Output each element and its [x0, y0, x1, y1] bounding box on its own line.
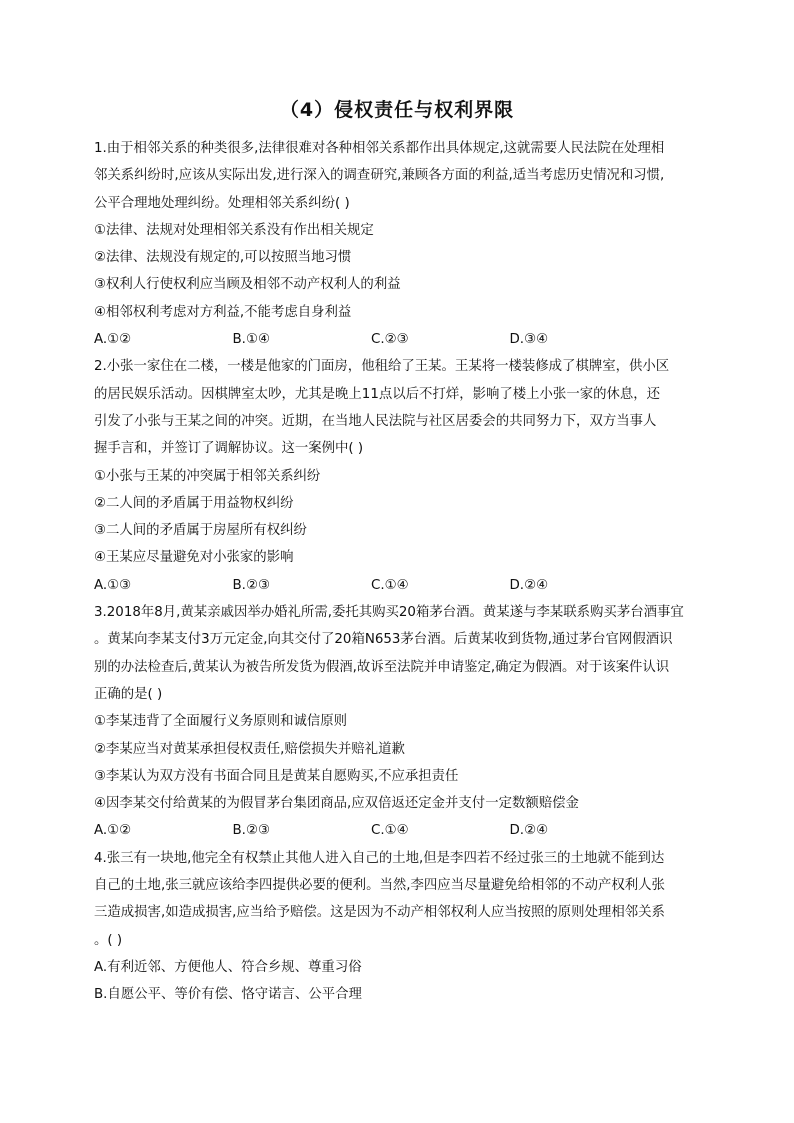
question-1-stem-line: 1.由于相邻关系的种类很多,法律很难对各种相邻关系都作出具体规定,这就需要人民法院在处理相 [94, 141, 665, 156]
option-b: B.②③ [232, 823, 270, 839]
question-3-stem-line: 3.2018年8月,黄某亲戚因举办婚礼所需,委托其购买20箱茅台酒。黄某遂与李某联系购买茅台酒事宜 [94, 605, 684, 621]
option-a: A.①② [94, 823, 132, 839]
question-2-stem-line: 引发了小张与王某之间的冲突。近期，在当地人民法院与社区居委会的共同努力下，双方当事人 [94, 413, 657, 429]
question-4-stem-line: 三造成损害,如造成损害,应当给予赔偿。这是因为不动产相邻权利人应当按照的原则处理相邻关系 [94, 905, 665, 921]
question-3-statement: ③李某认为双方没有书面合同且是黄某自愿购买,不应承担责任 [94, 768, 459, 784]
question-1-statement: ③权利人行使权利应当顾及相邻不动产权利人的利益 [94, 277, 401, 293]
question-1-stem-line: 邻关系纠纷时,应该从实际出发,进行深入的调查研究,兼顾各方面的利益,适当考虑历史情况和习惯, [94, 168, 665, 184]
question-2-statement: ①小张与王某的冲突属于相邻关系纠纷 [94, 468, 321, 484]
option-c: C.①④ [371, 577, 409, 593]
question-2 [94, 353, 700, 599]
question-3-statement: ①李某违背了全面履行义务原则和诚信原则 [94, 714, 348, 730]
option-c: C.②③ [371, 332, 409, 348]
question-4-stem-line: 自己的土地,张三就应该给李四提供必要的便利。当然,李四应当尽量避免给相邻的不动产权利人张 [94, 878, 665, 894]
question-3-options [94, 817, 700, 844]
option-a: A.①② [94, 332, 132, 348]
question-4-option-b: B.自愿公平、等价有偿、恪守诺言、公平合理 [94, 987, 362, 1003]
option-b: B.②③ [232, 577, 270, 593]
option-a: A.①③ [94, 577, 132, 593]
question-1-options [94, 326, 700, 353]
question-list [94, 135, 700, 1009]
question-1-statement: ②法律、法规没有规定的,可以按照当地习惯 [94, 250, 352, 266]
question-1-stem-line: 公平合理地处理纠纷。处理相邻关系纠纷( ) [94, 195, 350, 211]
question-2-statement: ②二人间的矛盾属于用益物权纠纷 [94, 495, 294, 511]
question-3-statement: ②李某应当对黄某承担侵权责任,赔偿损失并赔礼道歉 [94, 741, 405, 757]
question-4-stem-line: 4.张三有一块地,他完全有权禁止其他人进入自己的土地,但是李四若不经过张三的土地就不能到达 [94, 850, 665, 866]
question-3-stem-line: 。黄某向李某支付3万元定金,向其交付了20箱N653茅台酒。后黄某收到货物,通过茅台官网假酒识 [94, 632, 673, 648]
question-4 [94, 845, 700, 1009]
option-c: C.①④ [371, 823, 409, 839]
question-1-statement: ④相邻权利考虑对方利益,不能考虑自身利益 [94, 304, 352, 320]
question-3-stem-line: 别的办法检查后,黄某认为被告所发货为假酒,故诉至法院并申请鉴定,确定为假酒。对于该案件认识 [94, 659, 670, 675]
option-d: D.②④ [509, 823, 549, 839]
question-3 [94, 599, 700, 845]
question-2-options [94, 572, 700, 599]
question-2-stem-line: 2.小张一家住在二楼，一楼是他家的门面房，他租给了王某。王某将一楼装修成了棋牌室，供小区 [94, 359, 670, 375]
page-title: （4）侵权责任与权利界限 [279, 99, 515, 121]
question-4-option-a: A.有利近邻、方便他人、符合乡规、尊重习俗 [94, 959, 362, 975]
question-2-statement: ④王某应尽量避免对小张家的影响 [94, 550, 294, 566]
question-3-statement: ④因李某交付给黄某的为假冒茅台集团商品,应双倍返还定金并支付一定数额赔偿金 [94, 796, 579, 812]
option-d: D.②④ [509, 577, 549, 593]
question-2-stem-line: 握手言和，并签订了调解协议。这一案例中( ) [94, 441, 364, 457]
option-d: D.③④ [509, 332, 549, 348]
question-3-stem-line: 正确的是( ) [94, 686, 163, 702]
question-1 [94, 135, 700, 353]
question-2-stem-line: 的居民娱乐活动。因棋牌室太吵，尤其是晚上11点以后不打烊，影响了楼上小张一家的休息，还 [94, 386, 661, 402]
question-1-statement: ①法律、法规对处理相邻关系没有作出相关规定 [94, 222, 374, 238]
question-4-stem-line: 。( ) [94, 932, 123, 948]
option-b: B.①④ [232, 332, 270, 348]
question-2-statement: ③二人间的矛盾属于房屋所有权纠纷 [94, 523, 307, 539]
